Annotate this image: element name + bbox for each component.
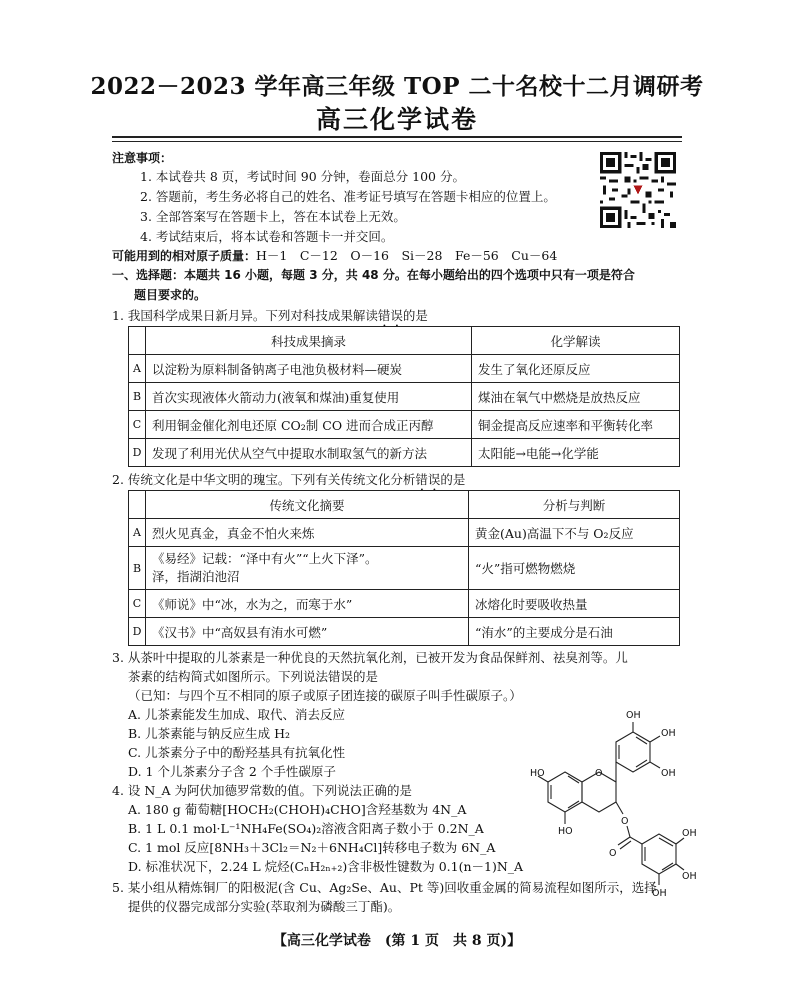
header-rule-thin (112, 141, 682, 142)
row-label: D (129, 439, 146, 467)
q3-option-b: B. 儿茶素能与钠反应生成 H₂ (128, 726, 291, 741)
atomic-mass-values: H－1 C－12 O－16 Si－28 Fe－56 Cu－64 (256, 248, 558, 263)
qr-code-icon (600, 152, 676, 228)
exam-subtitle: 高三化学试卷 (315, 105, 478, 134)
q3-option-c: C. 儿茶素分子中的酚羟基具有抗氧化性 (128, 745, 346, 760)
table-header-cell: 分析与判断 (469, 491, 680, 519)
table-cell (146, 547, 469, 590)
molecule-atom-label: OH (661, 768, 676, 779)
table-header-cell: 化学解读 (471, 327, 679, 355)
table-cell: 发生了氧化还原反应 (471, 355, 679, 383)
notice-heading: 注意事项： (112, 151, 173, 165)
molecule-atom-label: OH (626, 710, 641, 721)
q3-stem: 3. 从茶叶中提取的儿茶素是一种优良的天然抗氧化剂，已被开发为食品保鲜剂、祛臭剂等。儿 (112, 650, 628, 665)
q3-option-d: D. 1 个儿茶素分子含 2 个手性碳原子 (128, 764, 336, 779)
q5-stem: 5. 某小组从精炼铜厂的阳极泥(含 Cu、Ag₂Se、Au、Pt 等)回收重金属的简易流程如图所示，选择 (112, 880, 657, 895)
row-label: B (129, 547, 146, 590)
table-cell-line: 泽，指湖泊池沼 (152, 569, 240, 584)
table-row (129, 383, 680, 411)
table-cell: 以淀粉为原料制备钠离子电池负极材料—硬炭 (146, 355, 472, 383)
row-label: C (129, 411, 146, 439)
table-cell: “洧水”的主要成分是石油 (469, 618, 680, 646)
q2-table (128, 490, 680, 646)
molecule-atom-label: OH (652, 888, 667, 899)
row-label: A (129, 519, 146, 547)
page-footer: 【高三化学试卷 (第 1 页 共 8 页)】 (272, 933, 522, 949)
row-label: A (129, 355, 146, 383)
table-header-cell: 科技成果摘录 (146, 327, 472, 355)
molecule-atom-label: OH (682, 828, 697, 839)
q3-stem-cont: 茶素的结构简式如图所示。下列说法错误的是 (128, 669, 379, 684)
row-label: B (129, 383, 146, 411)
q1-stem-emphasis: 错误 (377, 308, 403, 323)
molecule-atom-label: HO (530, 768, 545, 779)
table-row (129, 590, 680, 618)
atomic-mass-line (112, 247, 557, 265)
table-cell: “火”指可燃物燃烧 (469, 547, 680, 590)
table-header-row (129, 327, 680, 355)
section-heading: 一、选择题：本题共 16 小题，每题 3 分，共 48 分。在每小题给出的四个选项中只有一项是符合 (112, 268, 635, 282)
table-cell: 首次实现液体火箭动力(液氧和煤油)重复使用 (146, 383, 472, 411)
table-cell-line: 《易经》记载：“泽中有火”“上火下泽”。 (152, 551, 378, 566)
table-header-cell: 传统文化摘要 (146, 491, 469, 519)
q4-option-b: B. 1 L 0.1 mol·L⁻¹NH₄Fe(SO₄)₂溶液含阳离子数小于 0.2N_A (128, 821, 484, 836)
table-cell: 黄金(Au)高温下不与 O₂反应 (469, 519, 680, 547)
table-row (129, 618, 680, 646)
molecule-atom-label: OH (661, 728, 676, 739)
molecule-atom-label: OH (682, 871, 697, 882)
table-row (129, 547, 680, 590)
q1-table (128, 326, 680, 467)
section-heading-cont: 题目要求的。 (134, 288, 207, 302)
q2-stem-end: 的是 (440, 472, 466, 487)
molecule-atom-label: HO (558, 826, 573, 837)
q5-stem-cont: 提供的仪器完成部分实验(萃取剂为磷酸三丁酯)。 (128, 899, 401, 914)
q3-option-a: A. 儿茶素能发生加成、取代、消去反应 (128, 707, 345, 722)
q4-option-a: A. 180 g 葡萄糖[HOCH₂(CHOH)₄CHO]含羟基数为 4N_A (128, 802, 467, 817)
table-cell: 《汉书》中“高奴县有洧水可燃” (146, 618, 469, 646)
molecule-atom-label: O (621, 816, 629, 827)
table-row (129, 439, 680, 467)
row-label: C (129, 590, 146, 618)
exam-title: 2022－2023 学年高三年级 TOP 二十名校十二月调研考 (90, 73, 704, 100)
notice-item: 1. 本试卷共 8 页，考试时间 90 分钟，卷面总分 100 分。 (140, 169, 465, 184)
table-cell: 利用铜金催化剂电还原 CO₂制 CO 进而合成正丙醇 (146, 411, 472, 439)
table-row (129, 355, 680, 383)
header-rule-thick (112, 136, 682, 138)
q4-option-c: C. 1 mol 反应[8NH₃＋3Cl₂＝N₂＋6NH₄Cl]转移电子数为 6N_A (128, 840, 496, 855)
atomic-mass-label: 可能用到的相对原子质量： (112, 249, 257, 263)
table-cell: 烈火见真金，真金不怕火来炼 (146, 519, 469, 547)
row-label: D (129, 618, 146, 646)
table-cell: 冰熔化时要吸收热量 (469, 590, 680, 618)
table-header-cell (129, 327, 146, 355)
q2-stem-text: 2. 传统文化是中华文明的瑰宝。下列有关传统文化分析 (112, 472, 416, 487)
q1-stem-text: 1. 我国科学成果日新月异。下列对科技成果解读 (112, 308, 378, 323)
table-header-cell (129, 491, 146, 519)
molecule-atom-label: O (609, 848, 617, 859)
q4-stem: 4. 设 N_A 为阿伏加德罗常数的值。下列说法正确的是 (112, 783, 413, 798)
table-header-row (129, 491, 680, 519)
table-row (129, 411, 680, 439)
table-cell: 太阳能→电能→化学能 (471, 439, 679, 467)
table-cell: 铜金提高反应速率和平衡转化率 (471, 411, 679, 439)
molecule-atom-label: O (595, 768, 603, 779)
table-cell: 发现了利用光伏从空气中提取水制取氢气的新方法 (146, 439, 472, 467)
q3-note: （已知：与四个互不相同的原子或原子团连接的碳原子叫手性碳原子。） (128, 688, 522, 703)
q2-stem-emphasis: 错误 (415, 472, 441, 487)
table-row (129, 519, 680, 547)
q4-option-d: D. 标准状况下，2.24 L 烷烃(CₙH₂ₙ₊₂)含非极性键数为 0.1(n－1)N_A (128, 859, 524, 874)
notice-item: 2. 答题前，考生务必将自己的姓名、准考证号填写在答题卡相应的位置上。 (140, 189, 556, 204)
table-cell: 煤油在氧气中燃烧是放热反应 (471, 383, 679, 411)
table-cell: 《师说》中“冰，水为之，而寒于水” (146, 590, 469, 618)
q1-stem-end: 的是 (402, 308, 428, 323)
notice-item: 4. 考试结束后，将本试卷和答题卡一并交回。 (140, 229, 394, 244)
notice-item: 3. 全部答案写在答题卡上，答在本试卷上无效。 (140, 209, 406, 224)
